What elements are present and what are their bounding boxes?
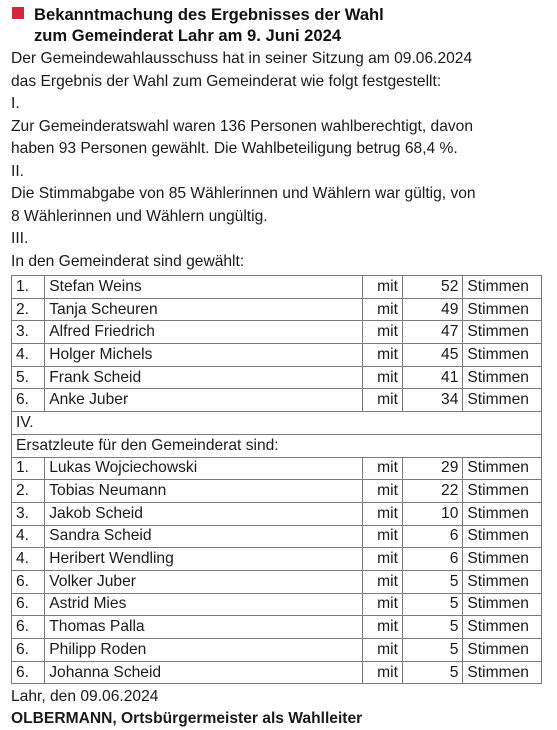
substitute-votes-cell: 29 bbox=[402, 457, 462, 480]
substitute-name-cell: Heribert Wendling bbox=[45, 548, 362, 571]
footer-signature: OLBERMANN, Ortsbürgermeister als Wahlleiter bbox=[11, 710, 363, 728]
section-2-line-2: 8 Wählerinnen und Wählern ungültig. bbox=[11, 207, 268, 225]
substitute-unit-cell: Stimmen bbox=[463, 570, 542, 593]
substitute-name-cell: Thomas Palla bbox=[45, 616, 362, 639]
substitute-unit-cell: Stimmen bbox=[463, 661, 542, 684]
substitute-name-cell: Jakob Scheid bbox=[45, 502, 362, 525]
elected-row bbox=[12, 389, 542, 412]
elected-votes-cell: 47 bbox=[402, 321, 462, 344]
substitute-name-cell: Tobias Neumann bbox=[45, 480, 362, 503]
substitute-unit-cell: Stimmen bbox=[463, 593, 542, 616]
results-table bbox=[11, 275, 542, 684]
substitute-rows bbox=[12, 457, 542, 684]
substitute-unit-cell: Stimmen bbox=[463, 525, 542, 548]
elected-rank-cell: 1. bbox=[12, 276, 45, 299]
substitute-rank-cell: 4. bbox=[12, 548, 45, 571]
substitute-votes-cell: 5 bbox=[402, 616, 462, 639]
substitute-mit-cell: mit bbox=[362, 480, 402, 503]
substitute-row bbox=[12, 661, 542, 684]
substitute-votes-cell: 5 bbox=[402, 593, 462, 616]
footer-date: Lahr, den 09.06.2024 bbox=[11, 688, 159, 706]
elected-name-cell: Frank Scheid bbox=[45, 366, 362, 389]
substitute-row bbox=[12, 502, 542, 525]
elected-mit-cell: mit bbox=[362, 389, 402, 412]
elected-mit-cell: mit bbox=[362, 276, 402, 299]
section-4-numeral-row bbox=[12, 412, 542, 435]
substitute-row bbox=[12, 548, 542, 571]
intro-line-1: Der Gemeindewahlausschuss hat in seiner Sitzung am 09.06.2024 bbox=[11, 50, 473, 67]
substitute-mit-cell: mit bbox=[362, 502, 402, 525]
substitute-name-cell: Astrid Mies bbox=[45, 593, 362, 616]
elected-rank-cell: 3. bbox=[12, 321, 45, 344]
substitute-row bbox=[12, 639, 542, 662]
substitute-rank-cell: 6. bbox=[12, 661, 45, 684]
elected-name-cell: Tanja Scheuren bbox=[45, 298, 362, 321]
substitute-votes-cell: 22 bbox=[402, 480, 462, 503]
substitute-unit-cell: Stimmen bbox=[463, 616, 542, 639]
elected-votes-cell: 34 bbox=[402, 389, 462, 412]
section-1-line-1: Zur Gemeinderatswahl waren 136 Personen wahlberechtigt, davon bbox=[11, 117, 474, 135]
substitute-name-cell: Johanna Scheid bbox=[45, 661, 362, 684]
substitute-rank-cell: 4. bbox=[12, 525, 45, 548]
elected-unit-cell: Stimmen bbox=[463, 366, 542, 389]
substitute-mit-cell: mit bbox=[362, 616, 402, 639]
substitute-mit-cell: mit bbox=[362, 639, 402, 662]
substitute-votes-cell: 5 bbox=[402, 639, 462, 662]
elected-name-cell: Stefan Weins bbox=[45, 276, 362, 299]
elected-row bbox=[12, 321, 542, 344]
substitute-votes-cell: 6 bbox=[402, 548, 462, 571]
substitute-mit-cell: mit bbox=[362, 548, 402, 571]
substitute-votes-cell: 10 bbox=[402, 502, 462, 525]
substitute-name-cell: Philipp Roden bbox=[45, 639, 362, 662]
substitute-unit-cell: Stimmen bbox=[463, 480, 542, 503]
announcement-heading bbox=[11, 4, 547, 46]
substitute-name-cell: Volker Juber bbox=[45, 570, 362, 593]
substitute-mit-cell: mit bbox=[362, 593, 402, 616]
substitute-rank-cell: 2. bbox=[12, 480, 45, 503]
elected-unit-cell: Stimmen bbox=[463, 344, 542, 367]
substitute-row bbox=[12, 593, 542, 616]
substitute-mit-cell: mit bbox=[362, 661, 402, 684]
section-1-line-2: haben 93 Personen gewählt. Die Wahlbeteiligung betrug 68,4 %. bbox=[11, 140, 458, 157]
elected-rank-cell: 4. bbox=[12, 344, 45, 367]
substitute-unit-cell: Stimmen bbox=[463, 548, 542, 571]
section-3-numeral: III. bbox=[11, 230, 29, 247]
section-3-intro: In den Gemeinderat sind gewählt: bbox=[11, 252, 245, 270]
elected-name-cell: Alfred Friedrich bbox=[45, 321, 362, 344]
elected-row bbox=[12, 276, 542, 299]
elected-name-cell: Holger Michels bbox=[45, 344, 362, 367]
substitute-rank-cell: 6. bbox=[12, 570, 45, 593]
section-4-intro-row bbox=[12, 434, 542, 457]
substitute-mit-cell: mit bbox=[362, 570, 402, 593]
section-1-numeral: I. bbox=[11, 95, 20, 112]
elected-rank-cell: 6. bbox=[12, 389, 45, 412]
elected-mit-cell: mit bbox=[362, 344, 402, 367]
section-2-line-1: Die Stimmabgabe von 85 Wählerinnen und Wählern war gültig, von bbox=[11, 185, 476, 202]
substitute-rank-cell: 6. bbox=[12, 616, 45, 639]
elected-votes-cell: 41 bbox=[402, 366, 462, 389]
substitute-votes-cell: 6 bbox=[402, 525, 462, 548]
elected-rank-cell: 2. bbox=[12, 298, 45, 321]
substitute-votes-cell: 5 bbox=[402, 661, 462, 684]
substitute-unit-cell: Stimmen bbox=[463, 457, 542, 480]
intro-line-2: das Ergebnis der Wahl zum Gemeinderat wie folgt festgestellt: bbox=[11, 72, 442, 90]
substitute-row bbox=[12, 570, 542, 593]
title-line-2: zum Gemeinderat Lahr am 9. Juni 2024 bbox=[34, 26, 342, 45]
substitute-votes-cell: 5 bbox=[402, 570, 462, 593]
red-square-icon bbox=[12, 7, 24, 19]
elected-unit-cell: Stimmen bbox=[463, 389, 542, 412]
elected-unit-cell: Stimmen bbox=[463, 321, 542, 344]
elected-mit-cell: mit bbox=[362, 298, 402, 321]
elected-votes-cell: 49 bbox=[402, 298, 462, 321]
substitute-row bbox=[12, 525, 542, 548]
substitute-row bbox=[12, 616, 542, 639]
elected-name-cell: Anke Juber bbox=[45, 389, 362, 412]
section-4-numeral: IV. bbox=[12, 412, 542, 435]
substitute-name-cell: Sandra Scheid bbox=[45, 525, 362, 548]
substitute-row bbox=[12, 480, 542, 503]
elected-row bbox=[12, 344, 542, 367]
elected-unit-cell: Stimmen bbox=[463, 298, 542, 321]
elected-votes-cell: 45 bbox=[402, 344, 462, 367]
elected-rank-cell: 5. bbox=[12, 366, 45, 389]
elected-rows bbox=[12, 276, 542, 412]
page-title bbox=[34, 4, 384, 46]
substitute-rank-cell: 1. bbox=[12, 457, 45, 480]
substitute-row bbox=[12, 457, 542, 480]
section-4-rows bbox=[12, 412, 542, 457]
section-4-intro: Ersatzleute für den Gemeinderat sind: bbox=[12, 434, 542, 457]
substitute-name-cell: Lukas Wojciechowski bbox=[45, 457, 362, 480]
elected-mit-cell: mit bbox=[362, 321, 402, 344]
substitute-mit-cell: mit bbox=[362, 457, 402, 480]
section-2-numeral: II. bbox=[11, 162, 24, 180]
elected-row bbox=[12, 298, 542, 321]
substitute-unit-cell: Stimmen bbox=[463, 502, 542, 525]
title-line-1: Bekanntmachung des Ergebnisses der Wahl bbox=[34, 5, 384, 24]
elected-mit-cell: mit bbox=[362, 366, 402, 389]
substitute-rank-cell: 6. bbox=[12, 593, 45, 616]
elected-unit-cell: Stimmen bbox=[463, 276, 542, 299]
substitute-rank-cell: 3. bbox=[12, 502, 45, 525]
substitute-mit-cell: mit bbox=[362, 525, 402, 548]
substitute-unit-cell: Stimmen bbox=[463, 639, 542, 662]
elected-votes-cell: 52 bbox=[402, 276, 462, 299]
elected-row bbox=[12, 366, 542, 389]
substitute-rank-cell: 6. bbox=[12, 639, 45, 662]
